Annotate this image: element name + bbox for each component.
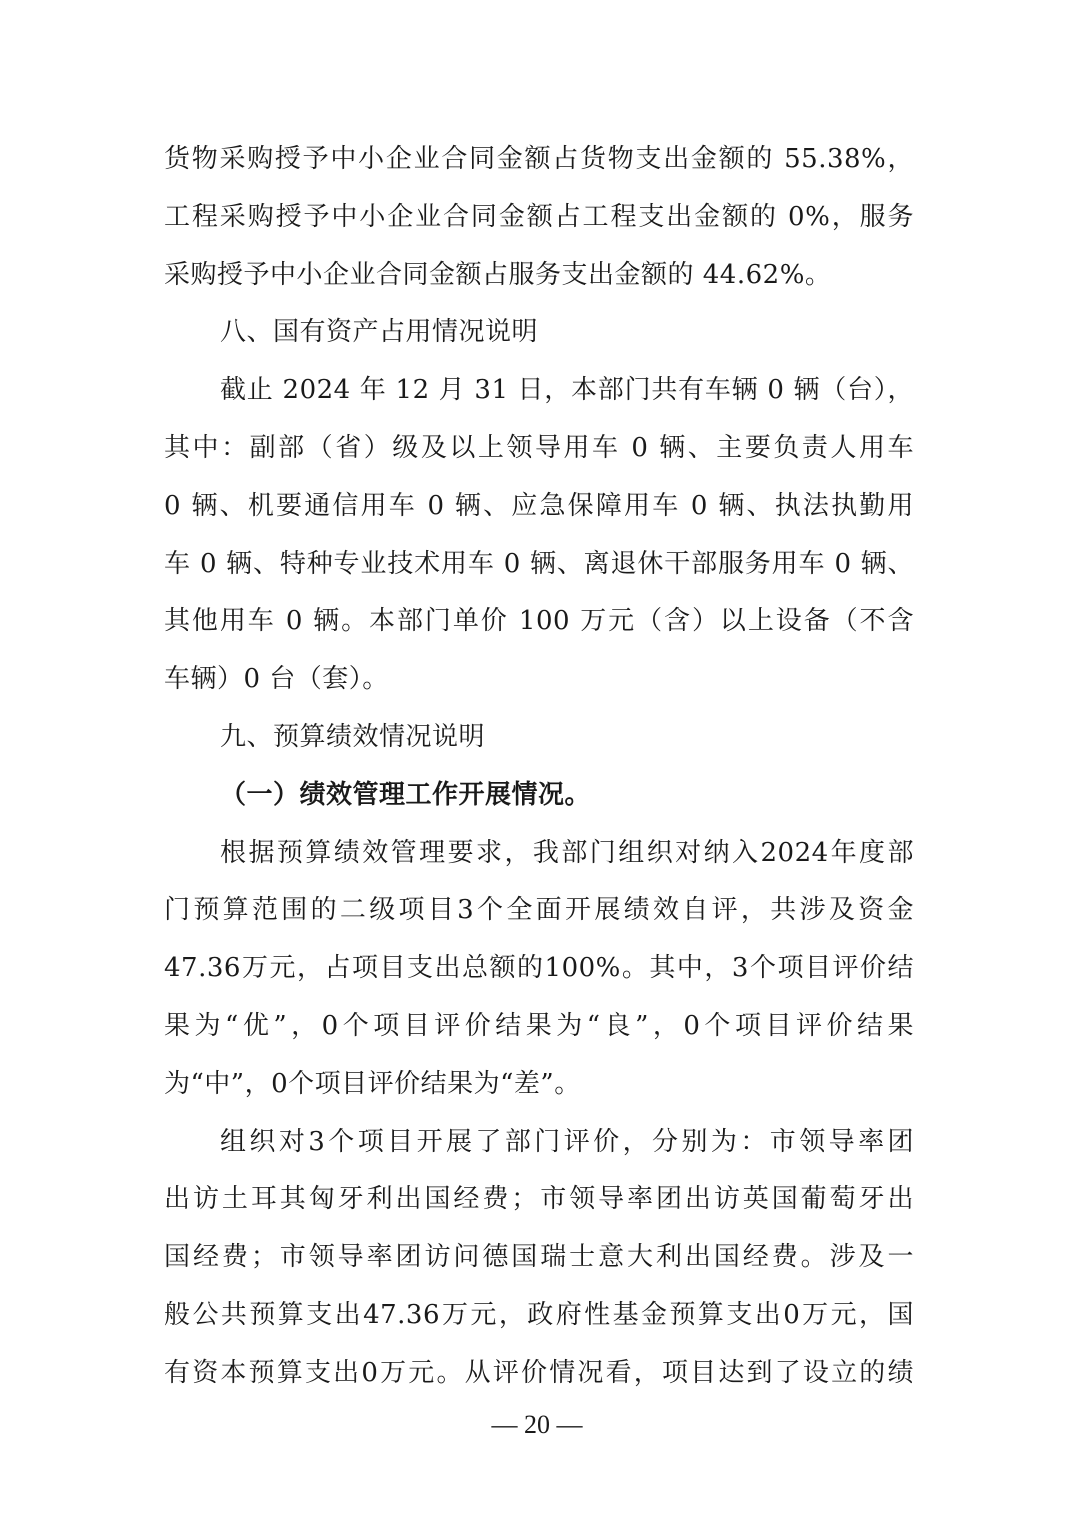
text-line: 组织对3个项目开展了部门评价，分别为：市领导率团 — [220, 1126, 914, 1157]
section-heading-9: 九、预算绩效情况说明 — [220, 721, 486, 752]
text-line: 货物采购授予中小企业合同金额占货物支出金额的 55.38%， — [164, 144, 914, 174]
section-heading-8: 八、国有资产占用情况说明 — [220, 317, 539, 348]
text-line: 国经费；市领导率团访问德国瑞士意大利出国经费。涉及一 — [164, 1242, 914, 1273]
text-line: 根据预算绩效管理要求，我部门组织对纳入2024年度部 — [220, 837, 914, 868]
text-line: 47.36万元，占项目支出总额的100%。其中，3个项目评价结 — [164, 953, 914, 984]
text-line: 门预算范围的二级项目3个全面开展绩效自评，共涉及资金 — [164, 895, 914, 926]
text-line: 般公共预算支出47.36万元，政府性基金预算支出0万元，国 — [164, 1299, 914, 1330]
text-line: 其他用车 0 辆。本部门单价 100 万元（含）以上设备（不含 — [164, 606, 914, 637]
text-line: 采购授予中小企业合同金额占服务支出金额的 44.62%。 — [164, 259, 832, 290]
text-line: 其中：副部（省）级及以上领导用车 0 辆、主要负责人用车 — [164, 432, 914, 463]
text-line: 车 0 辆、特种专业技术用车 0 辆、离退休干部服务用车 0 辆、 — [164, 548, 914, 579]
text-line: 为“中”，0个项目评价结果为“差”。 — [164, 1068, 581, 1099]
text-line: 0 辆、机要通信用车 0 辆、应急保障用车 0 辆、执法执勤用 — [164, 490, 914, 521]
page-number: — 20 — — [491, 1410, 583, 1439]
text-line: 果为“优”，0个项目评价结果为“良”，0个项目评价结果 — [164, 1010, 914, 1041]
text-line: 车辆）0 台（套）。 — [164, 664, 389, 695]
text-line: 出访土耳其匈牙利出国经费；市领导率团出访英国葡萄牙出 — [164, 1184, 914, 1215]
text-line: 工程采购授予中小企业合同金额占工程支出金额的 0%，服务 — [164, 201, 914, 232]
text-line: 截止 2024 年 12 月 31 日，本部门共有车辆 0 辆（台）， — [220, 375, 914, 406]
document-body — [164, 131, 914, 1403]
text-line: 有资本预算支出0万元。从评价情况看，项目达到了设立的绩 — [164, 1357, 914, 1388]
subsection-heading-1: （一）绩效管理工作开展情况。 — [220, 779, 592, 810]
